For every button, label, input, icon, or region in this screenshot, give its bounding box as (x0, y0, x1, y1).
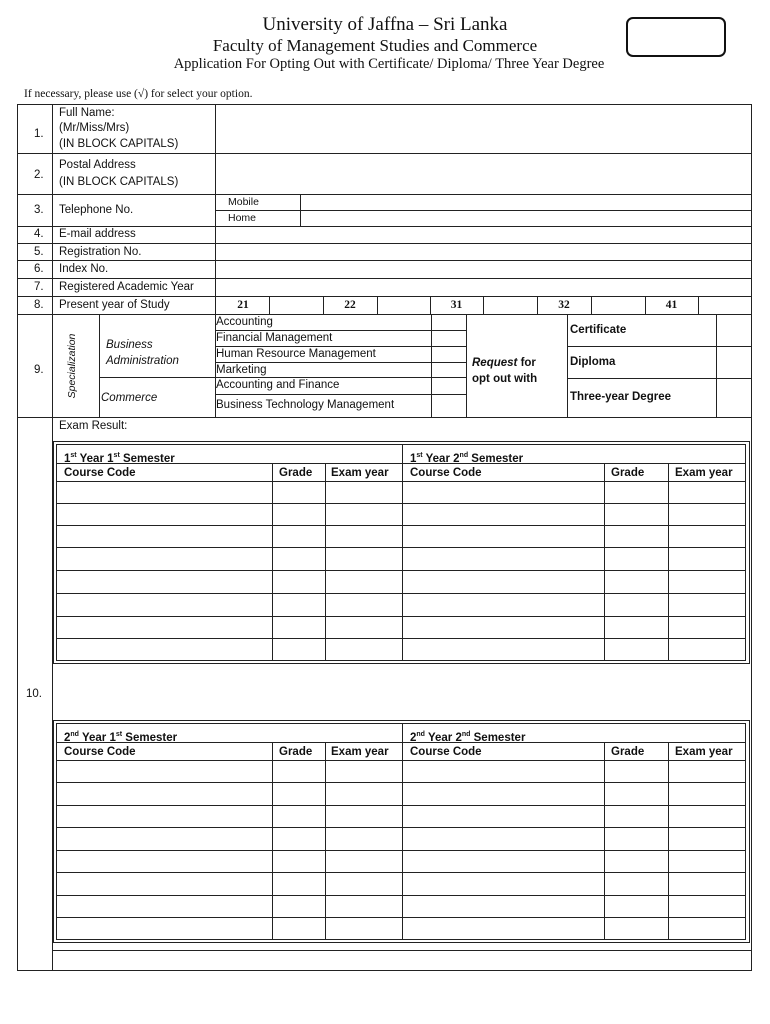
university-title: University of Jaffna – Sri Lanka (262, 14, 508, 35)
index-label: Index No. (59, 263, 109, 275)
degree-checkbox[interactable] (717, 379, 750, 416)
option-diploma: Diploma (570, 356, 616, 368)
y1s2-grade-header: Grade (611, 467, 645, 479)
y2s2-heading: 2nd Year 2nd Semester (410, 731, 526, 744)
subject-business-technology: Business Technology Management (216, 399, 395, 411)
faculty-title: Faculty of Management Studies and Commerce (212, 36, 538, 55)
year-32-label: 32 (558, 299, 570, 311)
subject-business-technology-checkbox[interactable] (432, 395, 465, 416)
row-8-number: 8. (34, 299, 44, 311)
y2s1-grade-header: Grade (279, 746, 313, 758)
ba-line-2: Administration (106, 355, 179, 367)
certificate-checkbox[interactable] (717, 315, 750, 345)
y1s2-course-code-header: Course Code (410, 467, 482, 479)
subject-accounting: Accounting (216, 316, 273, 328)
study-year-label: Present year of Study (59, 299, 170, 311)
email-label: E-mail address (59, 228, 136, 240)
subject-financial-management: Financial Management (216, 332, 333, 344)
specialization-vertical-label: Specialization (66, 333, 78, 398)
request-for-word: for (517, 357, 536, 369)
instruction-text: If necessary, please use (√) for select your option. (24, 88, 253, 100)
office-use-box[interactable] (626, 17, 726, 57)
subject-financial-management-checkbox[interactable] (432, 331, 465, 345)
postal-address-label: Postal Address (59, 159, 136, 171)
subject-accounting-checkbox[interactable] (432, 315, 465, 329)
option-certificate: Certificate (570, 324, 627, 336)
y2s2-grade-header: Grade (611, 746, 645, 758)
row-10-number: 10. (26, 688, 42, 700)
full-name-label: Full Name: (59, 107, 115, 119)
full-name-input[interactable] (216, 105, 750, 152)
y2s2-exam-year-header: Exam year (675, 746, 733, 758)
subject-hrm: Human Resource Management (216, 348, 376, 360)
home-phone-input[interactable] (301, 211, 750, 225)
registration-input[interactable] (216, 244, 750, 259)
y1s1-grade-header: Grade (279, 467, 313, 479)
year-21-label: 21 (237, 299, 249, 311)
academic-year-input[interactable] (216, 279, 750, 295)
y1s2-exam-year-header: Exam year (675, 467, 733, 479)
request-opt-out-line: opt out with (472, 373, 538, 385)
diploma-checkbox[interactable] (717, 347, 750, 377)
year-31-checkbox[interactable] (484, 297, 536, 313)
subject-marketing: Marketing (216, 364, 267, 376)
ba-line-1: Business (106, 339, 153, 351)
telephone-label: Telephone No. (59, 204, 134, 216)
y2s1-exam-year-header: Exam year (331, 746, 389, 758)
option-three-year-degree: Three-year Degree (570, 391, 671, 403)
y1s1-heading: 1st Year 1st Semester (64, 452, 175, 465)
row-4-number: 4. (34, 228, 44, 240)
year-41-checkbox[interactable] (699, 297, 750, 313)
exam-result-label: Exam Result: (59, 420, 128, 432)
home-label: Home (228, 212, 257, 224)
row-6-number: 6. (34, 263, 44, 275)
year-32-checkbox[interactable] (592, 297, 644, 313)
row-5-number: 5. (34, 246, 44, 258)
y2s1-heading: 2nd Year 1st Semester (64, 731, 178, 744)
y1s2-heading: 1st Year 2nd Semester (410, 452, 524, 465)
business-administration-label (106, 337, 179, 369)
y2s2-course-code-header: Course Code (410, 746, 482, 758)
year-22-label: 22 (344, 299, 356, 311)
subject-accounting-finance-checkbox[interactable] (432, 378, 465, 393)
block-capitals-note: (IN BLOCK CAPITALS) (59, 138, 179, 150)
row-7-number: 7. (34, 281, 44, 293)
y1s1-course-code-header: Course Code (64, 467, 136, 479)
mobile-label: Mobile (228, 196, 259, 208)
year-41-label: 41 (665, 299, 678, 311)
y2s1-course-code-header: Course Code (64, 746, 136, 758)
request-opt-out-label (472, 355, 537, 387)
row-2-number: 2. (34, 169, 44, 181)
academic-year-label: Registered Academic Year (59, 281, 194, 293)
title-options-label: (Mr/Miss/Mrs) (59, 122, 130, 134)
year-31-label: 31 (450, 299, 463, 311)
y1s1-exam-year-header: Exam year (331, 467, 389, 479)
subject-hrm-checkbox[interactable] (432, 347, 465, 361)
row-9-number: 9. (34, 364, 44, 376)
postal-caps-note: (IN BLOCK CAPITALS) (59, 176, 179, 188)
postal-address-input[interactable] (216, 154, 750, 193)
index-input[interactable] (216, 261, 750, 277)
form-title: Application For Opting Out with Certificate/ Diploma/ Three Year Degree (173, 56, 605, 72)
commerce-label: Commerce (101, 392, 158, 404)
year-22-checkbox[interactable] (378, 297, 429, 313)
email-input[interactable] (216, 227, 750, 242)
year-21-checkbox[interactable] (270, 297, 322, 313)
registration-label: Registration No. (59, 246, 142, 258)
subject-accounting-finance: Accounting and Finance (216, 379, 340, 391)
mobile-input[interactable] (301, 195, 750, 209)
subject-marketing-checkbox[interactable] (432, 363, 465, 376)
request-word: Request (472, 357, 518, 369)
row-1-number: 1. (34, 128, 44, 140)
row-3-number: 3. (34, 204, 44, 216)
